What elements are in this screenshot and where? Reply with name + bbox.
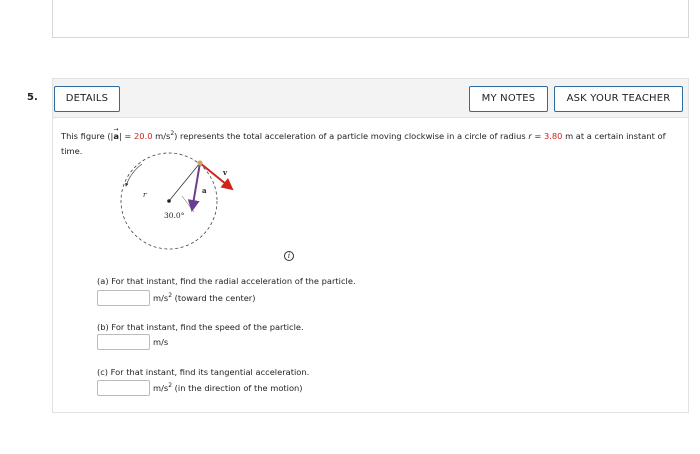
angle-label: 30.0° (164, 211, 185, 220)
prompt-exponent: 2 (170, 130, 175, 137)
unit-exponent: 2 (168, 292, 173, 299)
particle (197, 160, 202, 165)
prompt-text: = (531, 130, 544, 141)
ask-your-teacher-button[interactable]: ASK YOUR TEACHER (554, 86, 683, 112)
prompt-text: ) represents the total acceleration of a particle moving clockwise in a circle of radius (174, 130, 529, 141)
prompt-text: m at a certain instant of time. (61, 130, 666, 156)
question-number: 5. (27, 92, 38, 103)
part-a-label: (a) For that instant, find the radial acceleration of the particle. (97, 276, 356, 286)
part-b-unit (153, 337, 168, 347)
details-button[interactable]: DETAILS (54, 86, 120, 112)
my-notes-button[interactable]: MY NOTES (469, 86, 548, 112)
part-b-label: (b) For that instant, find the speed of the particle. (97, 322, 304, 332)
velocity-label: v (223, 168, 228, 177)
circular-motion-figure (112, 150, 242, 260)
radius-symbol: r (528, 130, 532, 141)
part-c-label: (c) For that instant, find its tangential acceleration. (97, 367, 310, 377)
unit-text: m/s (153, 337, 169, 347)
part-a-unit (153, 292, 255, 303)
unit-text: (in the direction of the motion) (172, 382, 303, 393)
radius-label: r (143, 191, 147, 199)
unit-text: m/s (153, 292, 169, 303)
center-point (167, 199, 171, 203)
part-c-unit (153, 382, 303, 393)
prompt-text: This figure (| (61, 130, 114, 141)
previous-question-card (52, 0, 689, 38)
unit-text: (toward the center) (172, 292, 256, 303)
unit-text: m/s (153, 382, 169, 393)
radius-value: 3.80 (543, 130, 563, 141)
acceleration-vector (192, 163, 200, 210)
prompt-text: m/s (152, 130, 171, 141)
unit-exponent: 2 (168, 382, 173, 389)
question-header (52, 78, 689, 118)
part-a-answer-input[interactable] (97, 290, 150, 306)
prompt-text: | = (118, 130, 134, 141)
part-b-answer-input[interactable] (97, 334, 150, 350)
acceleration-value: 20.0 (134, 130, 153, 141)
info-icon[interactable]: i (284, 251, 294, 261)
acceleration-vector-symbol: → a (113, 129, 119, 144)
part-c-answer-input[interactable] (97, 380, 150, 396)
acceleration-label: a (202, 186, 207, 195)
